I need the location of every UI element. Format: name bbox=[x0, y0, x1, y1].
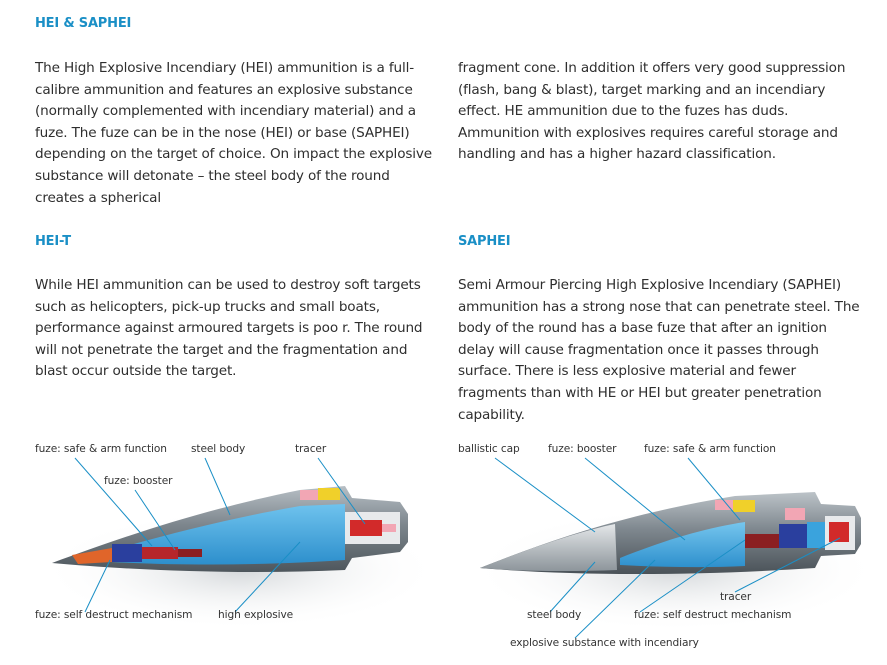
label-self-destruct: fuze: self destruct mechanism bbox=[35, 609, 193, 621]
booster-shape bbox=[779, 524, 807, 548]
fuze-red-shape bbox=[745, 534, 779, 548]
label-booster: fuze: booster bbox=[104, 475, 173, 487]
saphei-paragraph: Semi Armour Piercing High Explosive Incendiary (SAPHEI) ammunition has a strong nose that can penetrate steel. The body of the round has a base fuze that after an ignition delay will cause fragmentation once it passes through surface. There is less explosive material and fewer fragments than with HE or HEI but greater penetration capability. bbox=[458, 277, 860, 423]
label-high-explosive: high explosive bbox=[218, 609, 294, 621]
booster-shape bbox=[112, 544, 142, 562]
label-explosive-incendiary: explosive substance with incendiary bbox=[510, 637, 699, 649]
label-safe-arm: fuze: safe & arm function bbox=[35, 443, 167, 455]
safe-arm-shape bbox=[807, 522, 825, 548]
label-tracer: tracer bbox=[720, 591, 752, 603]
hei-t-cutaway-illustration bbox=[0, 420, 440, 660]
label-ballistic-cap: ballistic cap bbox=[458, 443, 520, 455]
intro-paragraph-col2: fragment cone. In addition it offers very good suppression (flash, bang & blast), target marking and an incendiary effect. HE ammunition due to the fuzes has duds. Ammunition with explosives requires careful storage and handling and has a higher hazard classification. bbox=[458, 60, 846, 163]
label-steel-body: steel body bbox=[527, 609, 582, 621]
intro-paragraph-col1: The High Explosive Incendiary (HEI) ammunition is a full-calibre ammunition and features an explosive substance (normally complemented with incendiary material) and a fuze. The fuze can be in the nose (HEI) or base (SAPHEI) depending on the target of choice. On impact the explosive substance will detonate – the steel body of the round creates a spherical bbox=[35, 60, 433, 206]
tracer-shape bbox=[350, 520, 382, 536]
label-booster: fuze: booster bbox=[548, 443, 617, 455]
label-safe-arm: fuze: safe & arm function bbox=[644, 443, 776, 455]
label-tracer: tracer bbox=[295, 443, 327, 455]
section-title-saphei: SAPHEI bbox=[458, 234, 511, 249]
hei-t-paragraph: While HEI ammunition can be used to destroy soft targets such as helicopters, pick-up trucks and small boats, performance against armoured targets is poo r. The round will not penetrate the target and the fragmentation and blast occur outside the target. bbox=[35, 277, 423, 380]
tracer-yellow-band bbox=[318, 488, 340, 500]
section-title-hei-t: HEI-T bbox=[35, 234, 71, 249]
saphei-cutaway-illustration bbox=[445, 420, 885, 660]
safe-arm-shape bbox=[142, 547, 178, 559]
section-title-hei-saphei: HEI & SAPHEI bbox=[35, 16, 132, 31]
tracer-yellow-band bbox=[733, 500, 755, 512]
label-steel-body: steel body bbox=[191, 443, 246, 455]
label-self-destruct: fuze: self destruct mechanism bbox=[634, 609, 792, 621]
